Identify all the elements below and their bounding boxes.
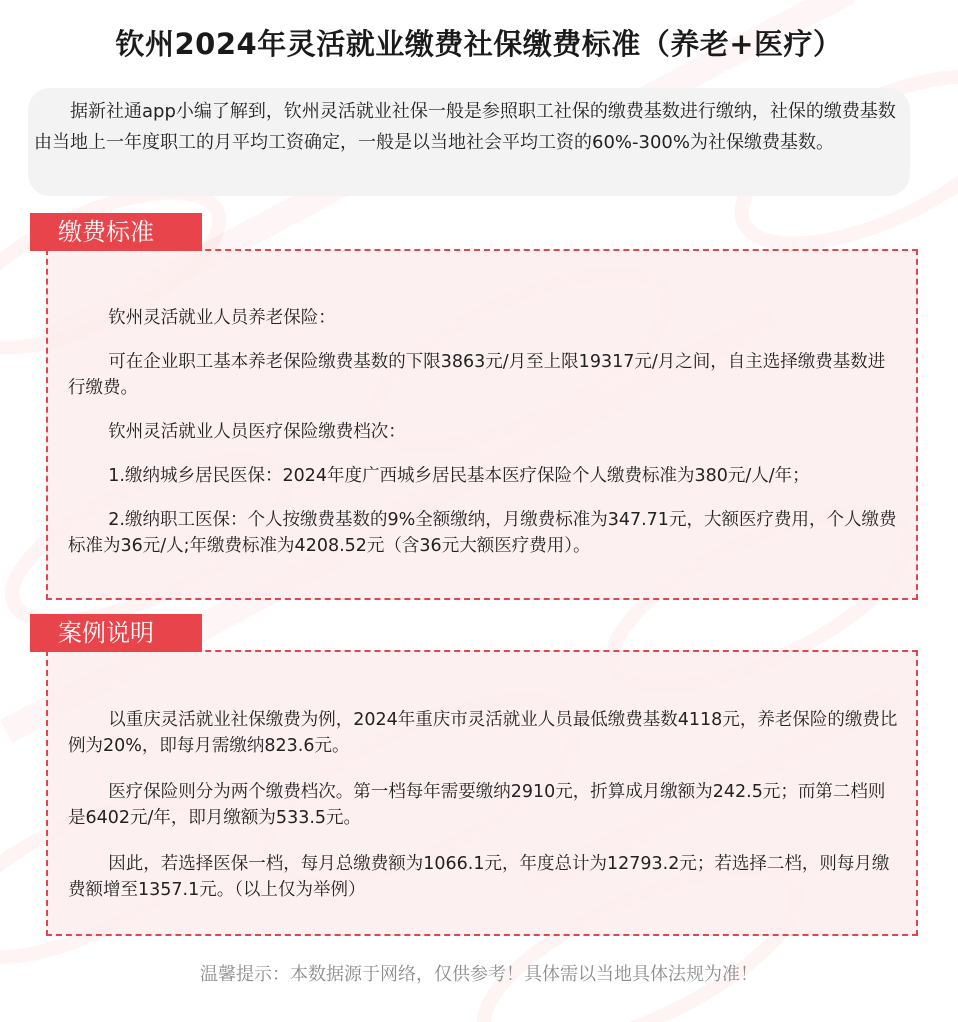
section-box-standard xyxy=(46,249,918,600)
section-box-example xyxy=(46,650,918,936)
intro-text: 据新社通app小编了解到，钦州灵活就业社保一般是参照职工社保的缴费基数进行缴纳，社保的缴费基数由当地上一年度职工的月平均工资确定，一般是以当地社会平均工资的60%-300%为社保缴费基数。 xyxy=(34,101,896,153)
intro-box xyxy=(28,88,910,196)
paragraph: 1.缴纳城乡居民医保：2024年度广西城乡居民基本医疗保险个人缴费标准为380元/人/年； xyxy=(108,466,810,486)
paragraph: 2.缴纳职工医保：个人按缴费基数的9%全额缴纳，月缴费标准为347.71元，大额医疗费用，个人缴费标准为36元/人;年缴费标准为4208.52元（含36元大额医疗费用）。 xyxy=(68,510,897,556)
paragraph: 钦州灵活就业人员医疗保险缴费档次： xyxy=(108,422,406,442)
section-tag-example: 案例说明 xyxy=(30,614,202,652)
paragraph: 因此，若选择医保一档，每月总缴费额为1066.1元，年度总计为12793.2元；若选择二档，则每月缴费额增至1357.1元。（以上仅为举例） xyxy=(68,854,890,900)
paragraph: 医疗保险则分为两个缴费档次。第一档每年需要缴纳2910元，折算成月缴额为242.5元；而第二档则是6402元/年，即月缴额为533.5元。 xyxy=(68,782,886,828)
section-tag-standard: 缴费标准 xyxy=(30,213,202,251)
footer-disclaimer: 温馨提示：本数据源于网络，仅供参考！具体需以当地具体法规为准！ xyxy=(200,964,758,985)
paragraph: 可在企业职工基本养老保险缴费基数的下限3863元/月至上限19317元/月之间，自主选择缴费基数进行缴费。 xyxy=(68,352,886,398)
paragraph: 以重庆灵活就业社保缴费为例，2024年重庆市灵活就业人员最低缴费基数4118元，养老保险的缴费比例为20%，即每月需缴纳823.6元。 xyxy=(68,710,898,756)
paragraph: 钦州灵活就业人员养老保险： xyxy=(108,308,336,328)
page-title: 钦州2024年灵活就业缴费社保缴费标准（养老+医疗） xyxy=(115,27,843,61)
